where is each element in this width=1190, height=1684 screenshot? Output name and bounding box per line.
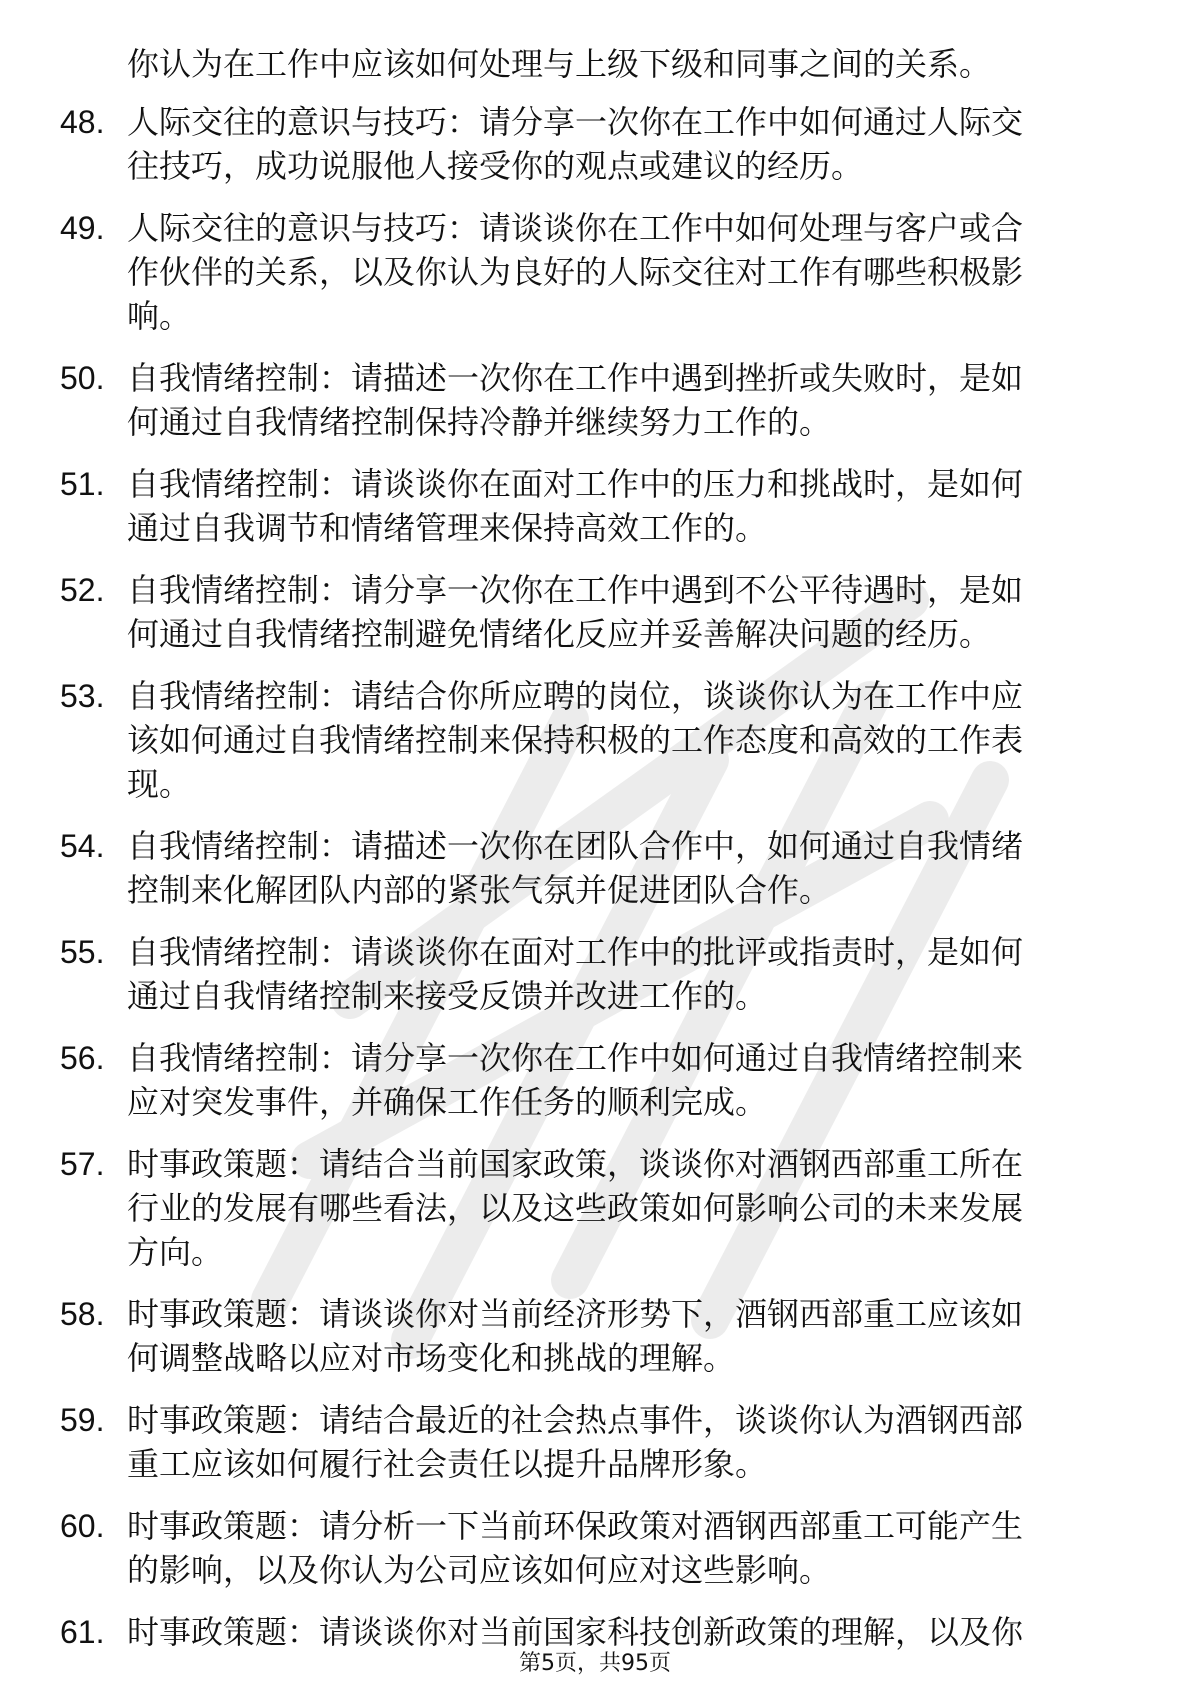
question-text: 控制来化解团队内部的紧张气氛并促进团队合作。 xyxy=(127,871,832,909)
question-text: 人际交往的意识与技巧：请谈谈你在工作中如何处理与客户或合 xyxy=(127,209,1024,247)
question-number: 48. xyxy=(60,104,105,140)
question-text: 时事政策题：请分析一下当前环保政策对酒钢西部重工可能产生 xyxy=(127,1507,1024,1545)
question-number: 49. xyxy=(60,210,105,246)
question-text: 你认为在工作中应该如何处理与上级下级和同事之间的关系。 xyxy=(127,45,992,83)
question-number: 50. xyxy=(60,360,105,396)
question-text: 自我情绪控制：请谈谈你在面对工作中的压力和挑战时，是如何 xyxy=(127,465,1024,503)
question-number: 54. xyxy=(60,828,105,864)
question-text: 重工应该如何履行社会责任以提升品牌形象。 xyxy=(127,1445,768,1483)
question-number: 58. xyxy=(60,1296,105,1332)
question-text: 自我情绪控制：请谈谈你在面对工作中的批评或指责时，是如何 xyxy=(127,933,1024,971)
question-text: 该如何通过自我情绪控制来保持积极的工作态度和高效的工作表 xyxy=(127,721,1024,759)
question-number: 51. xyxy=(60,466,105,502)
question-text: 作伙伴的关系，以及你认为良好的人际交往对工作有哪些积极影 xyxy=(127,253,1024,291)
question-text: 何通过自我情绪控制避免情绪化反应并妥善解决问题的经历。 xyxy=(127,615,992,653)
question-text: 通过自我情绪控制来接受反馈并改进工作的。 xyxy=(127,977,768,1015)
question-text: 自我情绪控制：请分享一次你在工作中遇到不公平待遇时，是如 xyxy=(127,571,1024,609)
question-text: 自我情绪控制：请描述一次你在工作中遇到挫折或失败时，是如 xyxy=(127,359,1024,397)
question-text: 自我情绪控制：请结合你所应聘的岗位，谈谈你认为在工作中应 xyxy=(127,677,1024,715)
question-number: 55. xyxy=(60,934,105,970)
page-footer: 第5页，共95页 xyxy=(519,1651,671,1676)
question-number: 53. xyxy=(60,678,105,714)
question-text: 现。 xyxy=(127,765,192,803)
question-text: 时事政策题：请谈谈你对当前国家科技创新政策的理解，以及你 xyxy=(127,1613,1024,1651)
question-number: 61. xyxy=(60,1614,105,1650)
question-text: 时事政策题：请结合最近的社会热点事件，谈谈你认为酒钢西部 xyxy=(127,1401,1024,1439)
question-text: 的影响，以及你认为公司应该如何应对这些影响。 xyxy=(127,1551,832,1589)
question-number: 52. xyxy=(60,572,105,608)
question-text: 往技巧，成功说服他人接受你的观点或建议的经历。 xyxy=(127,147,864,185)
question-number: 59. xyxy=(60,1402,105,1438)
question-text: 人际交往的意识与技巧：请分享一次你在工作中如何通过人际交 xyxy=(127,103,1024,141)
question-text: 行业的发展有哪些看法，以及这些政策如何影响公司的未来发展 xyxy=(127,1189,1024,1227)
question-number: 60. xyxy=(60,1508,105,1544)
question-number: 57. xyxy=(60,1146,105,1182)
question-text: 通过自我调节和情绪管理来保持高效工作的。 xyxy=(127,509,768,547)
question-text: 应对突发事件，并确保工作任务的顺利完成。 xyxy=(127,1083,768,1121)
question-text: 何通过自我情绪控制保持冷静并继续努力工作的。 xyxy=(127,403,832,441)
question-text: 时事政策题：请结合当前国家政策，谈谈你对酒钢西部重工所在 xyxy=(127,1145,1024,1183)
question-text: 何调整战略以应对市场变化和挑战的理解。 xyxy=(127,1339,736,1377)
question-text: 时事政策题：请谈谈你对当前经济形势下，酒钢西部重工应该如 xyxy=(127,1295,1024,1333)
question-number: 56. xyxy=(60,1040,105,1076)
question-text: 方向。 xyxy=(127,1233,224,1271)
question-text: 响。 xyxy=(127,297,192,335)
question-text: 自我情绪控制：请描述一次你在团队合作中，如何通过自我情绪 xyxy=(127,827,1024,865)
question-text: 自我情绪控制：请分享一次你在工作中如何通过自我情绪控制来 xyxy=(127,1039,1024,1077)
